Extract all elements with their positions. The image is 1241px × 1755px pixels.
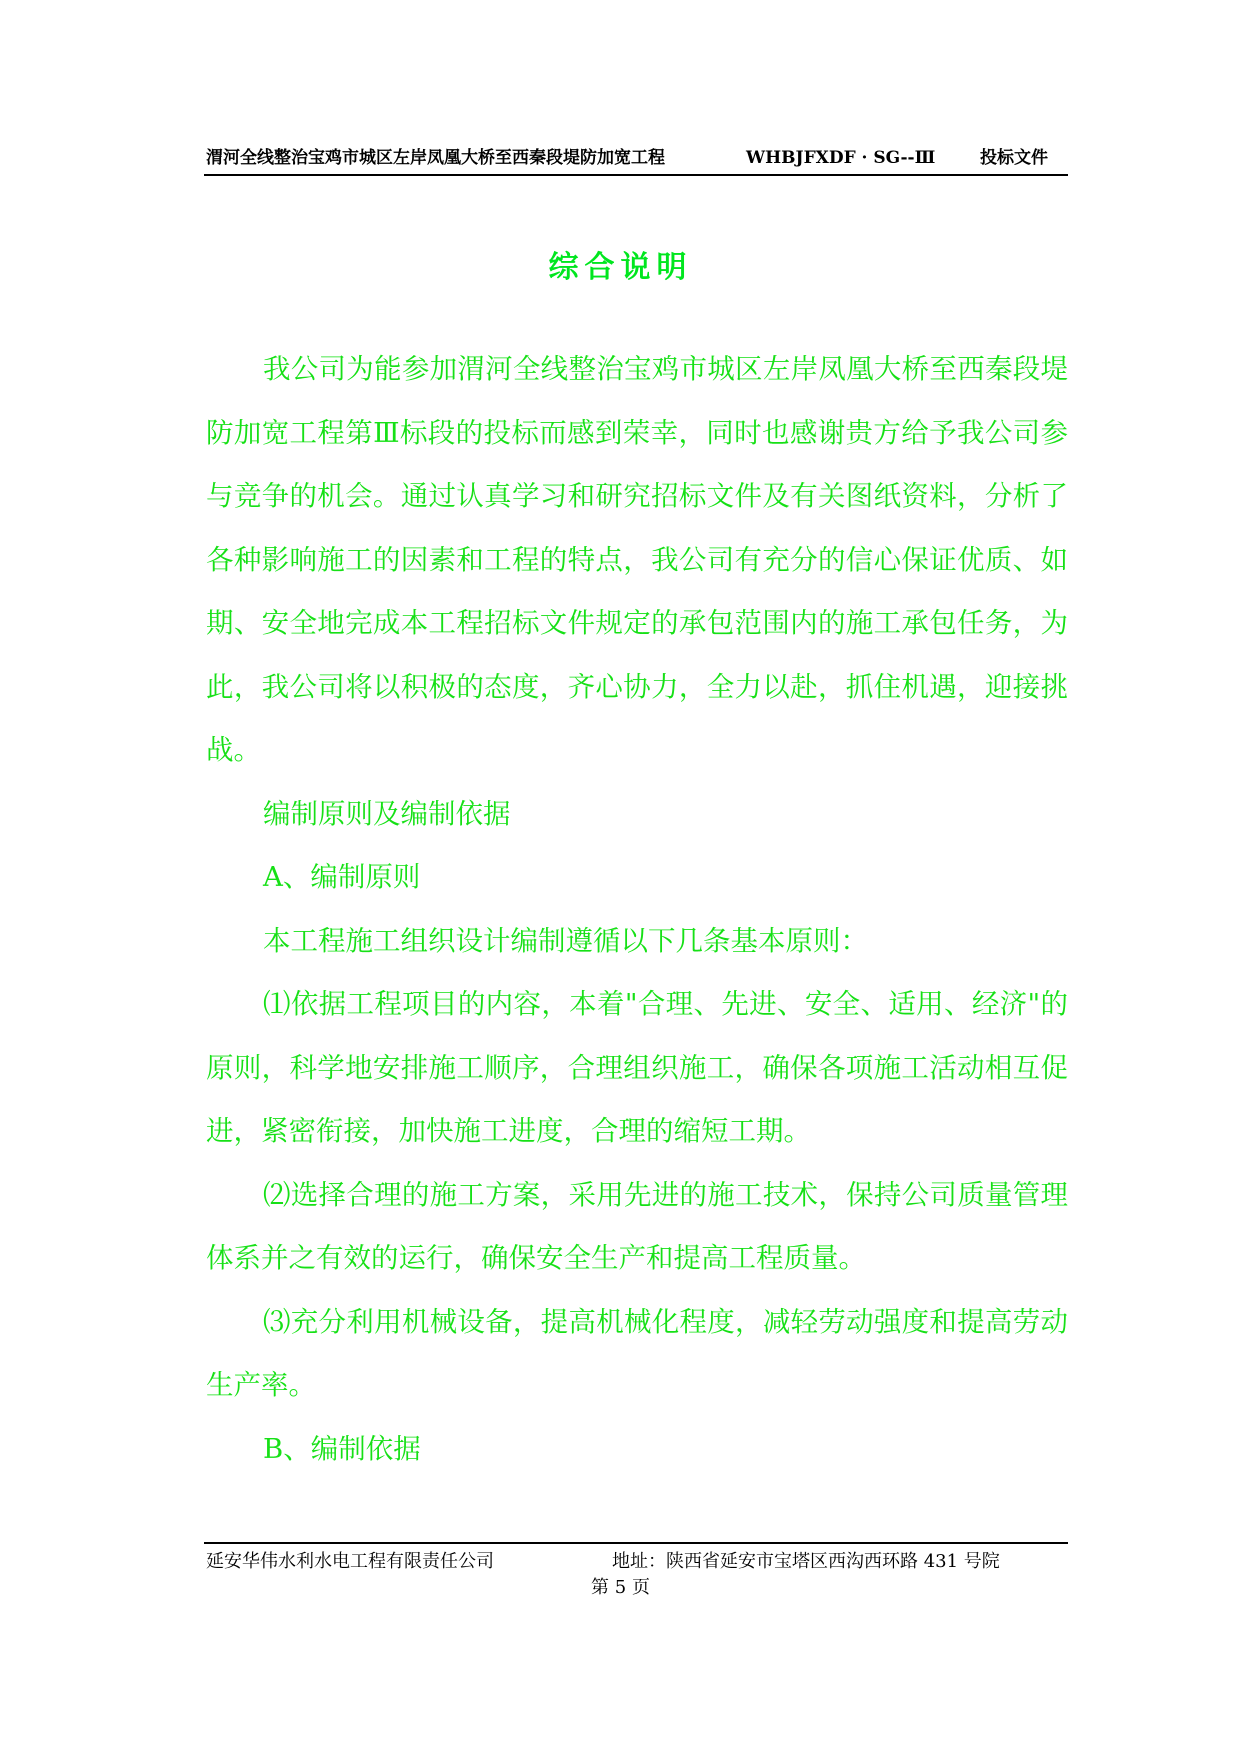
- section-heading-principles-basis: 编制原则及编制依据: [263, 797, 511, 830]
- page-header: [204, 138, 1068, 176]
- page-footer: [206, 1547, 1068, 1571]
- footer-company-name: 延安华伟水利水电工程有限责任公司: [206, 1551, 494, 1572]
- header-document-type: 投标文件: [980, 148, 1048, 168]
- principle-item-3: ⑶充分利用机械设备，提高机械化程度，减轻劳动强度和提高劳动生产率。: [206, 1305, 1068, 1401]
- principles-intro-paragraph: 本工程施工组织设计编制遵循以下几条基本原则：: [263, 924, 868, 957]
- intro-paragraph: 我公司为能参加渭河全线整治宝鸡市城区左岸凤凰大桥至西秦段堤防加宽工程第Ⅲ标段的投标而感到荣幸，同时也感谢贵方给予我公司参与竞争的机会。通过认真学习和研究招标文件及有关图纸资料，分析了各种影响施工的因素和工程的特点，我公司有充分的信心保证优质、如期、安全地完成本工程招标文件规定的承包范围内的施工承包任务，为此，我公司将以积极的态度，齐心协力，全力以赴，抓住机遇，迎接挑战。: [206, 353, 1068, 766]
- principle-item-2: ⑵选择合理的施工方案，采用先进的施工技术，保持公司质量管理体系并之有效的运行，确保安全生产和提高工程质量。: [206, 1178, 1068, 1274]
- page-title: 综合说明: [548, 250, 693, 285]
- header-project-title: 渭河全线整治宝鸡市城区左岸凤凰大桥至西秦段堤防加宽工程: [206, 148, 665, 168]
- page-number: 第 5 页: [591, 1577, 650, 1598]
- header-project-code: WHBJFXDF · SG--Ⅲ: [746, 148, 936, 168]
- footer-address: 地址：陕西省延安市宝塔区西沟西环路 431 号院: [612, 1551, 1000, 1572]
- subsection-heading-basis: B、编制依据: [263, 1432, 421, 1465]
- principle-item-1: ⑴依据工程项目的内容，本着"合理、先进、安全、适用、经济"的原则，科学地安排施工顺序，合理组织施工，确保各项施工活动相互促进，紧密衔接，加快施工进度，合理的缩短工期。: [206, 988, 1068, 1147]
- footer-divider: [204, 1542, 1068, 1544]
- subsection-heading-principles: A、编制原则: [263, 861, 421, 893]
- document-body: [206, 338, 1068, 1481]
